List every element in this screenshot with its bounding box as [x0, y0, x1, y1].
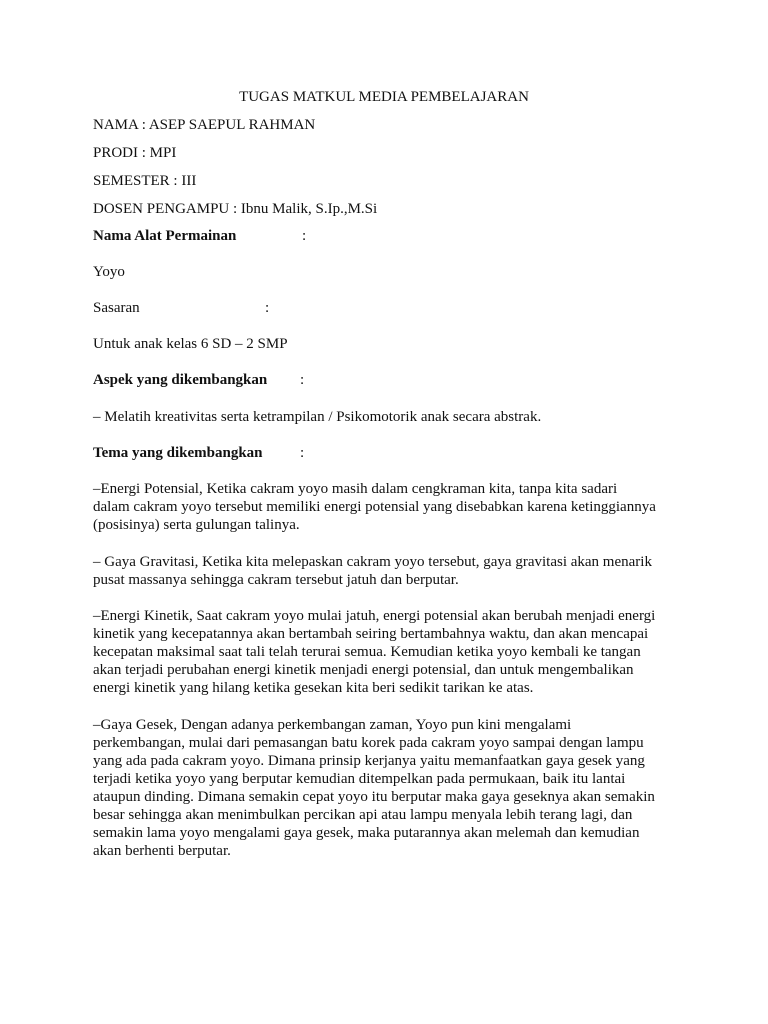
document-title: TUGAS MATKUL MEDIA PEMBELAJARAN: [239, 89, 529, 105]
paragraph-line: ataupun dinding. Dimana semakin cepat yoyo itu berputar maka gaya geseknya akan semakin: [93, 789, 655, 805]
paragraph-line: semakin lama yoyo mengalami gaya gesek, maka putarannya akan melemah dan kemudian: [93, 825, 640, 841]
target-value: Untuk anak kelas 6 SD – 2 SMP: [93, 336, 288, 352]
paragraph-line: yang ada pada cakram yoyo. Dimana prinsip kerjanya yaitu memanfaatkan gaya gesek yang: [93, 753, 645, 769]
paragraph-line: –Gaya Gesek, Dengan adanya perkembangan zaman, Yoyo pun kini mengalami: [93, 717, 572, 733]
game-tool-label: Nama Alat Permainan: [93, 228, 237, 244]
game-tool-colon: :: [302, 228, 307, 244]
paragraph-line: pusat massanya sehingga cakram tersebut jatuh dan berputar.: [93, 572, 459, 588]
paragraph-kinetic-energy: [93, 607, 693, 697]
paragraph-line: – Gaya Gravitasi, Ketika kita melepaskan cakram yoyo tersebut, gaya gravitasi akan menarik: [93, 554, 652, 570]
target-colon: :: [265, 300, 270, 316]
paragraph-line: akan berhenti berputar.: [93, 843, 231, 859]
paragraph-line: kinetik yang kecepatannya akan bertambah seiring bertambahnya waktu, dan akan mencapai: [93, 626, 649, 642]
theme-colon: :: [300, 445, 305, 461]
theme-label: Tema yang dikembangkan: [93, 445, 263, 461]
student-name: NAMA : ASEP SAEPUL RAHMAN: [93, 117, 316, 133]
paragraph-friction: [93, 716, 693, 860]
paragraph-line: (posisinya) serta gulungan talinya.: [93, 517, 300, 533]
paragraph-line: terjadi ketika yoyo yang berputar kemudian ditempelkan pada permukaan, baik itu lantai: [93, 771, 626, 787]
aspect-label: Aspek yang dikembangkan: [93, 372, 268, 388]
paragraph-line: besar sehingga akan menimbulkan percikan api atau lampu menyala lebih terang lagi, dan: [93, 807, 633, 823]
aspect-colon: :: [300, 372, 305, 388]
paragraph-gravity: [93, 553, 693, 589]
semester: SEMESTER : III: [93, 173, 197, 189]
paragraph-potential-energy: [93, 480, 693, 534]
lecturer: DOSEN PENGAMPU : Ibnu Malik, S.Ip.,M.Si: [93, 201, 378, 217]
paragraph-line: akan terjadi perubahan energi kinetik menjadi energi potensial, dan untuk mengembalikan: [93, 662, 634, 678]
paragraph-line: dalam cakram yoyo tersebut memiliki energi potensial yang disebabkan karena ketinggiannya: [93, 499, 656, 515]
paragraph-line: energi kinetik yang hilang ketika gesekan kita beri sedikit tarikan ke atas.: [93, 680, 534, 696]
aspect-value: – Melatih kreativitas serta ketrampilan / Psikomotorik anak secara abstrak.: [93, 409, 542, 425]
target-label: Sasaran: [93, 300, 140, 316]
game-tool-value: Yoyo: [93, 264, 125, 280]
paragraph-line: kecepatan maksimal saat tali telah terurai semua. Kemudian ketika yoyo kembali ke tangan: [93, 644, 641, 660]
study-program: PRODI : MPI: [93, 145, 177, 161]
paragraph-line: –Energi Potensial, Ketika cakram yoyo masih dalam cengkraman kita, tanpa kita sadari: [93, 481, 618, 497]
paragraph-line: perkembangan, mulai dari pemasangan batu korek pada cakram yoyo sampai dengan lampu: [93, 735, 644, 751]
paragraph-line: –Energi Kinetik, Saat cakram yoyo mulai jatuh, energi potensial akan berubah menjadi energi: [93, 608, 656, 624]
